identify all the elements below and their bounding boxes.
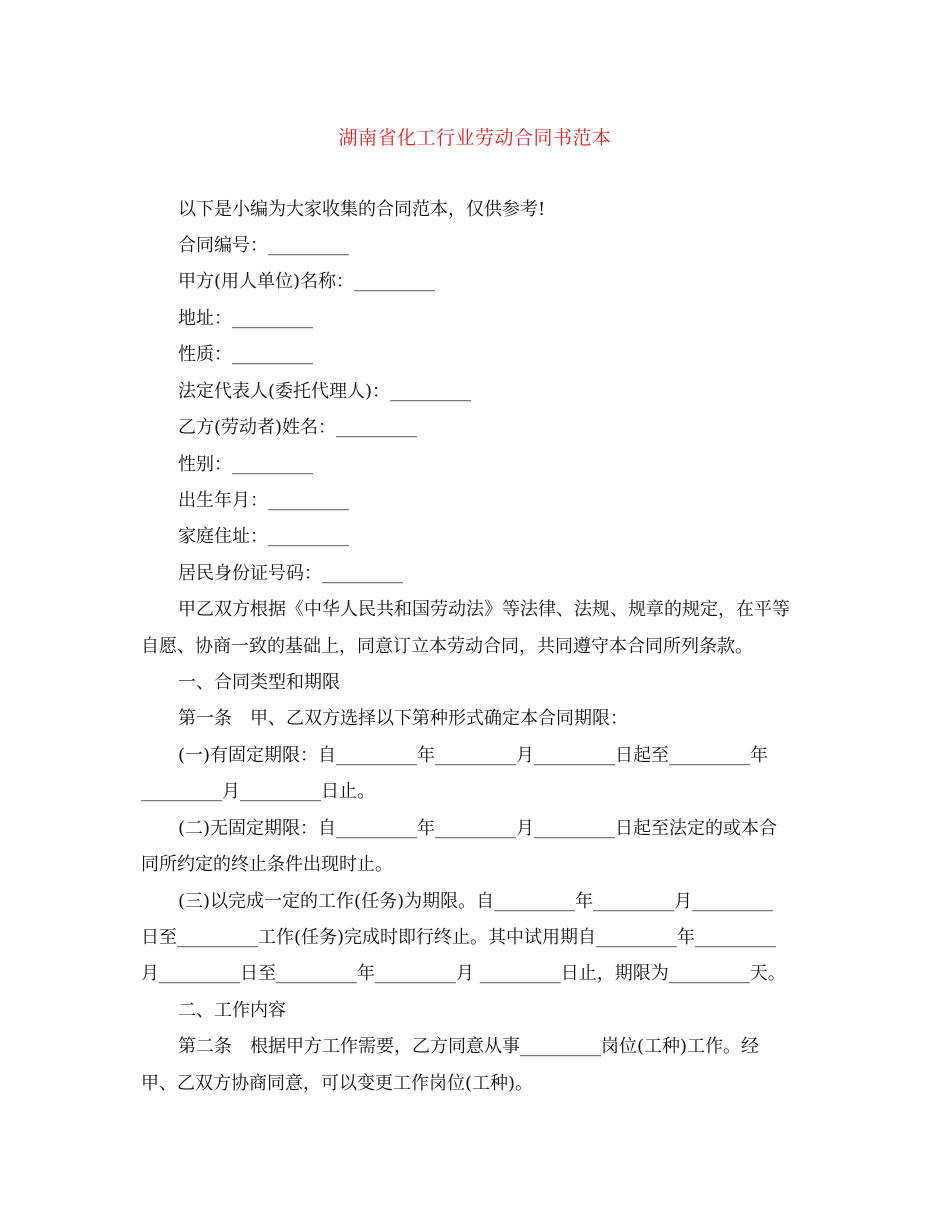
article-1: 第一条 甲、乙双方选择以下第种形式确定本合同期限：: [178, 708, 628, 729]
clause-task-term-line-3: 月_________日至_________年_________月 _________日止，期限为_________天。: [141, 963, 786, 984]
section-heading-1: 一、合同类型和期限: [178, 672, 340, 693]
clause-open-term-line-2: 同所约定的终止条件出现时止。: [141, 854, 393, 875]
clause-fixed-term-line-1: (一)有固定期限：自_________年_________月_________日起至_________年: [178, 745, 769, 766]
document-title: 湖南省化工行业劳动合同书范本: [338, 127, 612, 149]
clause-task-term-line-1: (三)以完成一定的工作(任务)为期限。自_________年_________月_________: [178, 891, 774, 912]
article-2-line-1: 第二条 根据甲方工作需要，乙方同意从事_________岗位(工种)工作。经: [178, 1036, 760, 1057]
clause-task-term-line-2: 日至_________工作(任务)完成时即行终止。其中试用期自_________年_________: [141, 927, 777, 948]
article-2-line-2: 甲、乙双方协商同意，可以变更工作岗位(工种)。: [141, 1073, 534, 1094]
clause-fixed-term-line-2: _________月_________日止。: [141, 781, 375, 802]
contract-number-field: 合同编号：_________: [178, 235, 349, 256]
employer-name-field: 甲方(用人单位)名称：_________: [178, 271, 436, 292]
address-field: 地址：_________: [178, 308, 313, 329]
nature-field: 性质：_________: [178, 344, 313, 365]
clause-open-term-line-1: (二)无固定期限：自_________年_________月_________日起至法定的或本合: [178, 818, 778, 839]
id-number-field: 居民身份证号码：_________: [178, 563, 403, 584]
intro-line: 以下是小编为大家收集的合同范本，仅供参考!: [178, 199, 546, 220]
preamble-line-1: 甲乙双方根据《中华人民共和国劳动法》等法律、法规、规章的规定，在平等: [178, 599, 790, 620]
legal-representative-field: 法定代表人(委托代理人)：_________: [178, 381, 472, 402]
home-address-field: 家庭住址：_________: [178, 526, 349, 547]
birth-date-field: 出生年月：_________: [178, 490, 349, 511]
preamble-line-2: 自愿、协商一致的基础上，同意订立本劳动合同，共同遵守本合同所列条款。: [141, 636, 753, 657]
gender-field: 性别：_________: [178, 454, 313, 475]
section-heading-2: 二、工作内容: [178, 1000, 286, 1021]
employee-name-field: 乙方(劳动者)姓名：_________: [178, 417, 418, 438]
